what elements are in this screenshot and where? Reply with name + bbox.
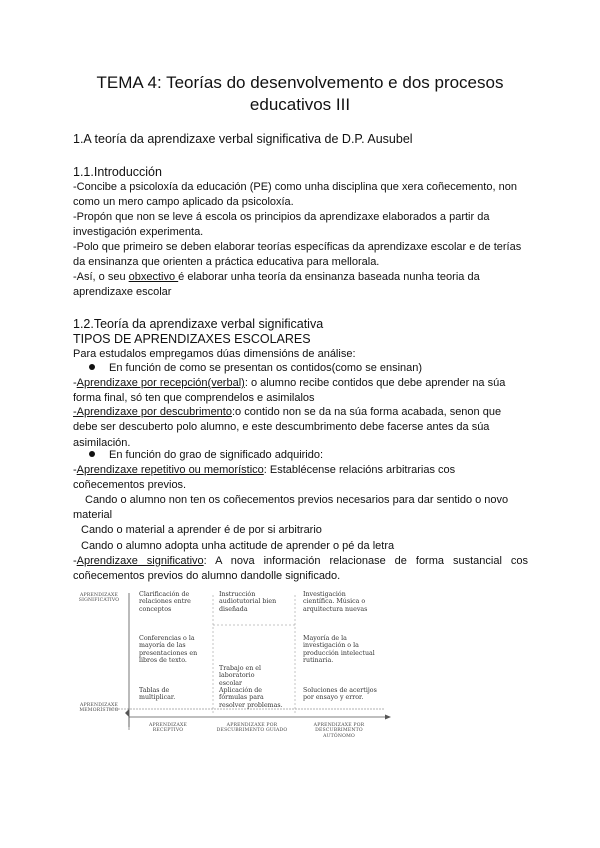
dimensions-line: Para estudalos empregamos dúas dimensións de análise: [73,348,356,360]
repetitive-paragraph [73,463,528,494]
discovery-paragraph [73,405,528,451]
reception-text: : o alumno recibe contidos que debe aprender na súa forma final, só ten que comprendelos e asimilalos [73,377,506,405]
document-title [60,72,540,116]
significant-term: Aprendizaxe significativo [76,555,204,567]
bullet-item-presentation [89,361,422,376]
significant-text: : A nova información relacionase de forma sustancial cos coñecementos previos do alumno dandolle significado. [73,555,528,583]
reception-dash: - [73,377,77,389]
cell-audiotutorial: Instrucción audiotutorial bien diseñada [219,591,277,613]
bullet-item-meaning [89,448,323,463]
title-line-2: educativos III [249,95,351,114]
bullet-dot-icon [89,451,95,457]
cell-routine-research: Mayoría de la investigación o la producción intelectual rutinaria. [303,635,375,665]
y-axis-bottom-label: APRENDIZAXE MEMORÍSTICO [79,703,119,714]
x-axis-arrow-icon [385,715,391,720]
reception-paragraph [73,376,528,407]
repetitive-term: Aprendizaxe repetitivo ou memorístico [76,464,264,476]
learning-types-figure [73,585,393,785]
intro-paragraph-1: -Concibe a psicoloxía da educación (PE) como unha disciplina que xera coñecemento, non como un mero campo aplicado da psicoloxía. [73,181,517,209]
repetitive-text: : Establécense relacións arbitrarias cos coñecementos previos. [73,464,456,492]
y-axis-top-label: APRENDIZAXE SIGNIFICATIVO [78,593,120,604]
intro-paragraph-4 [73,270,528,301]
case-line-3: Cando o alumno adopta unha actitude de aprender o pé da letra [81,540,395,552]
significant-paragraph [73,554,528,585]
cell-lab-work: Trabajo en el laboratorio escolar [219,665,262,687]
bullet-text: En función do grao de significado adquirido: [109,449,324,461]
intro-paragraph-2: -Propón que non se leve á escola os principios da aprendizaxe elaborados a partir da investigación experimenta. [73,211,490,239]
x-axis-label-receptive: APRENDIZAXE RECEPTIVO [148,723,188,734]
cell-formulas: Aplicación de fórmulas para resolver problemas. [219,687,283,709]
repetitive-dash: - [73,464,77,476]
subsection-heading-1-1: 1.1.Introducción [73,165,162,179]
cell-multiplication: Tablas de multiplicar. [139,687,176,702]
title-line-1: TEMA 4: Teorías do desenvolvemento e dos procesos [96,73,504,92]
significant-dash: - [73,555,77,567]
intro-paragraph-3: -Polo que primeiro se deben elaborar teorías específicas da aprendizaxe escolar e de terías da ensinanza que orienten a práctica educativa para mellorala. [73,241,522,269]
types-heading: TIPOS DE APRENDIZAXES ESCOLARES [73,332,311,346]
intro-p4-rest: é elaborar unha teoría da ensinanza baseada nunha teoria da aprendizaxe escolar [73,271,480,299]
cell-puzzles: Soluciones de acertijos por ensayo y error. [303,687,377,702]
cell-lectures: Conferencias o la mayoría de las presentaciones en libros de texto. [139,635,198,665]
objective-term: obxectivo [128,271,179,283]
intro-p4-prefix: -Así, o seu [73,271,129,283]
x-axis-label-guided: APRENDIZAXE POR DESCUBRIMENTO GUIADO [216,723,288,734]
section-heading-1: 1.A teoría da aprendizaxe verbal significativa de D.P. Ausubel [73,132,413,146]
subsection-heading-1-2: 1.2.Teoría da aprendizaxe verbal significativa [73,317,324,331]
bullet-dot-icon [89,364,95,370]
x-axis-left-arrow-icon [125,709,129,717]
discovery-text: :o contido non se da na súa forma acabada, senon que debe ser descuberto polo alumno, e este descumbrimento debe facerse antes da súa asimilación. [73,406,502,449]
cell-research: Investigación científica. Música o arquitectura nuevas [303,591,368,613]
discovery-term: -Aprendizaxe por descubrimento [73,406,232,418]
x-axis-label-autonomous: APRENDIZAXE POR DESCUBRIMENTO AUTÓNOMO [313,723,365,739]
case-line-1: Cando o alumno non ten os coñecementos previos necesarios para dar sentido o novo material [73,494,509,522]
case-line-2: Cando o material a aprender é de por si arbitrario [81,524,322,536]
reception-term: Aprendizaxe por recepción(verbal) [76,377,245,389]
bullet-text: En función de como se presentan os contidos(como se ensinan) [109,362,423,374]
cell-clarification: Clarificación de relaciones entre conceptos [139,591,191,613]
